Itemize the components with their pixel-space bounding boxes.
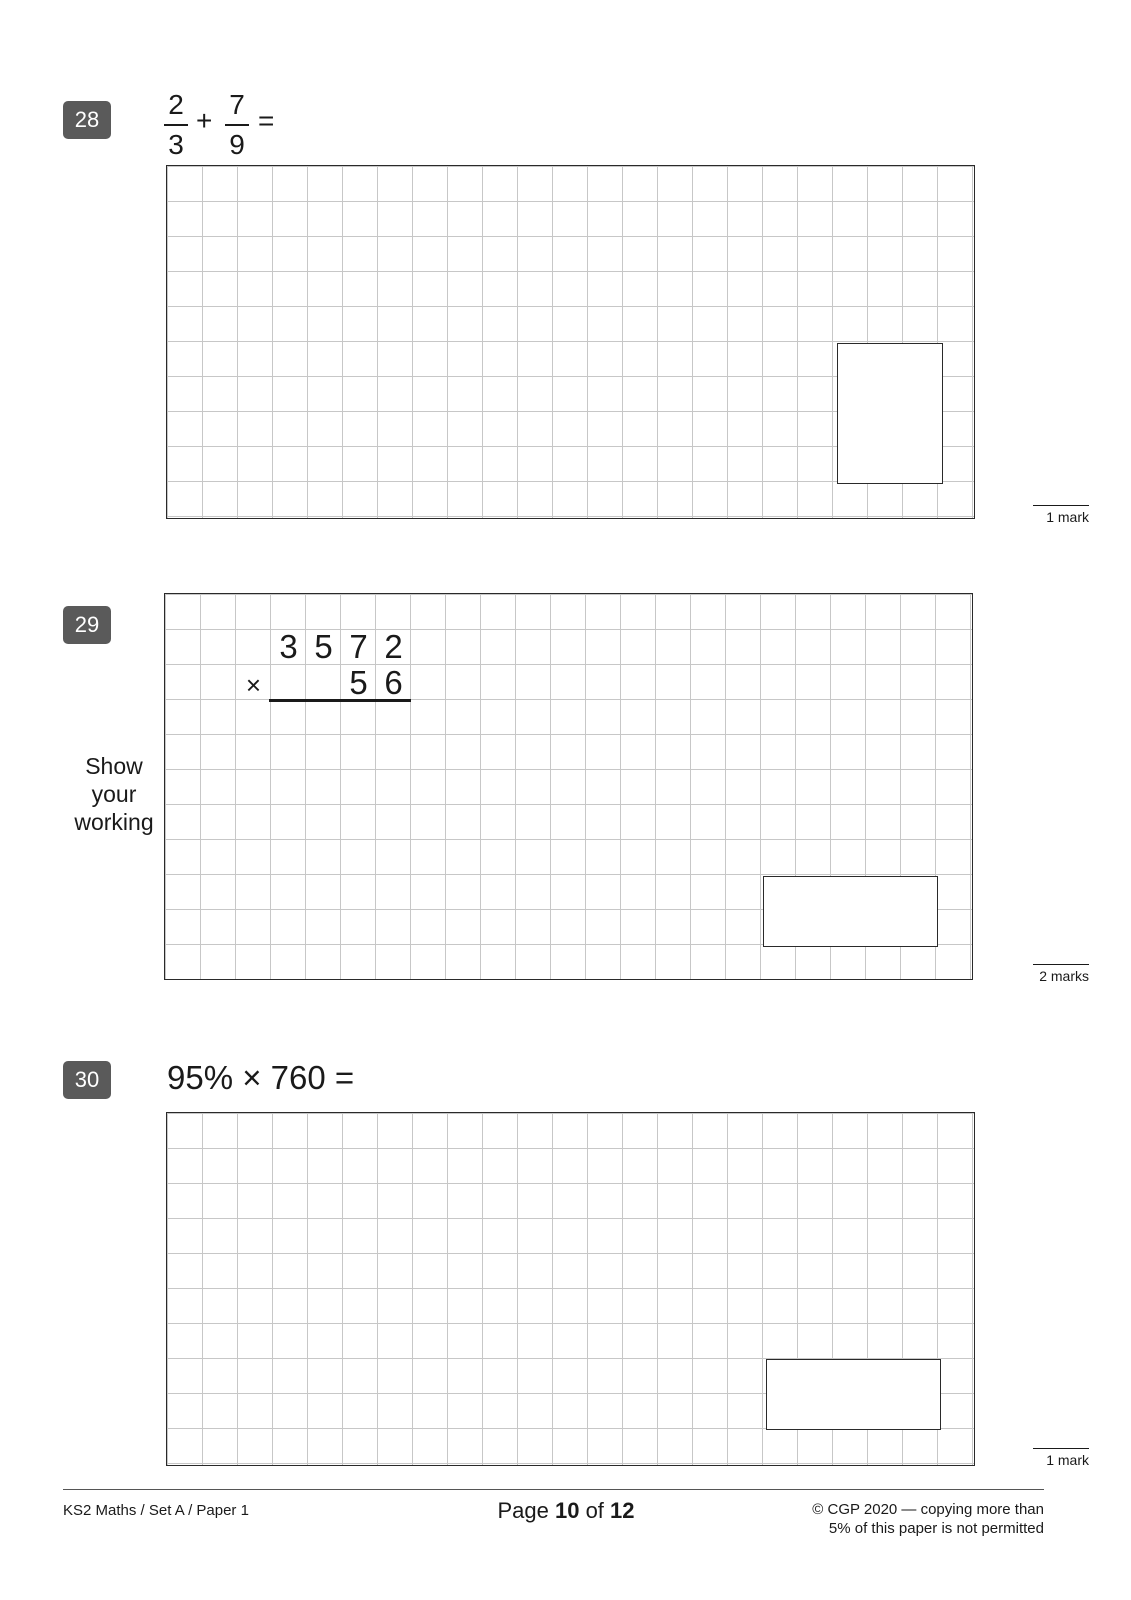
plus-sign: + [196,105,213,136]
page-of: of [579,1498,611,1523]
question-number-29: 29 [63,606,111,644]
answer-box-q29[interactable] [763,876,938,947]
copyright-line: 5% of this paper is not permitted [828,1520,1044,1537]
fraction-numerator: 2 [168,89,184,120]
fraction-numerator: 7 [229,89,245,120]
page-current: 10 [554,1498,580,1523]
multiplier-digit: 6 [384,664,403,701]
show-working-line: working [74,809,154,835]
fraction-denominator: 3 [168,129,184,160]
multiplicand-digit: 7 [349,628,368,665]
copyright-notice [812,1500,1044,1538]
multiplicand-digit: 5 [314,628,333,665]
marks-label-q29: 2 marks [1033,964,1089,984]
multiplicand-digit: 2 [384,628,403,665]
multiplication-rule [269,699,411,702]
marks-label-q30: 1 mark [1033,1448,1089,1468]
footer-divider [63,1489,1044,1490]
multiplier-digit: 5 [349,664,368,701]
answer-box-q30[interactable] [766,1359,941,1430]
multiplicand-digit: 3 [279,628,298,665]
fraction-denominator: 9 [229,129,245,160]
page-total: 12 [610,1498,635,1523]
fraction-bar [164,124,188,126]
show-working-label [58,752,170,836]
copyright-line: © CGP 2020 — copying more than [812,1501,1044,1518]
fraction-bar [225,124,249,126]
page-prefix: Page [497,1498,555,1523]
footer-paper-title: KS2 Maths / Set A / Paper 1 [63,1502,249,1519]
equals-sign: = [258,105,275,136]
question-number-30: 30 [63,1061,111,1099]
answer-box-q28[interactable] [837,343,943,484]
show-working-line: Show [85,753,143,779]
question-number-28: 28 [63,101,111,139]
page-indicator [466,1498,666,1524]
show-working-line: your [91,781,137,807]
fraction-two-thirds [164,90,188,160]
multiply-sign: × [245,670,262,700]
fraction-seven-ninths [225,90,249,160]
question-expression-q30: 95% × 760 = [167,1059,355,1096]
marks-label-q28: 1 mark [1033,505,1089,525]
